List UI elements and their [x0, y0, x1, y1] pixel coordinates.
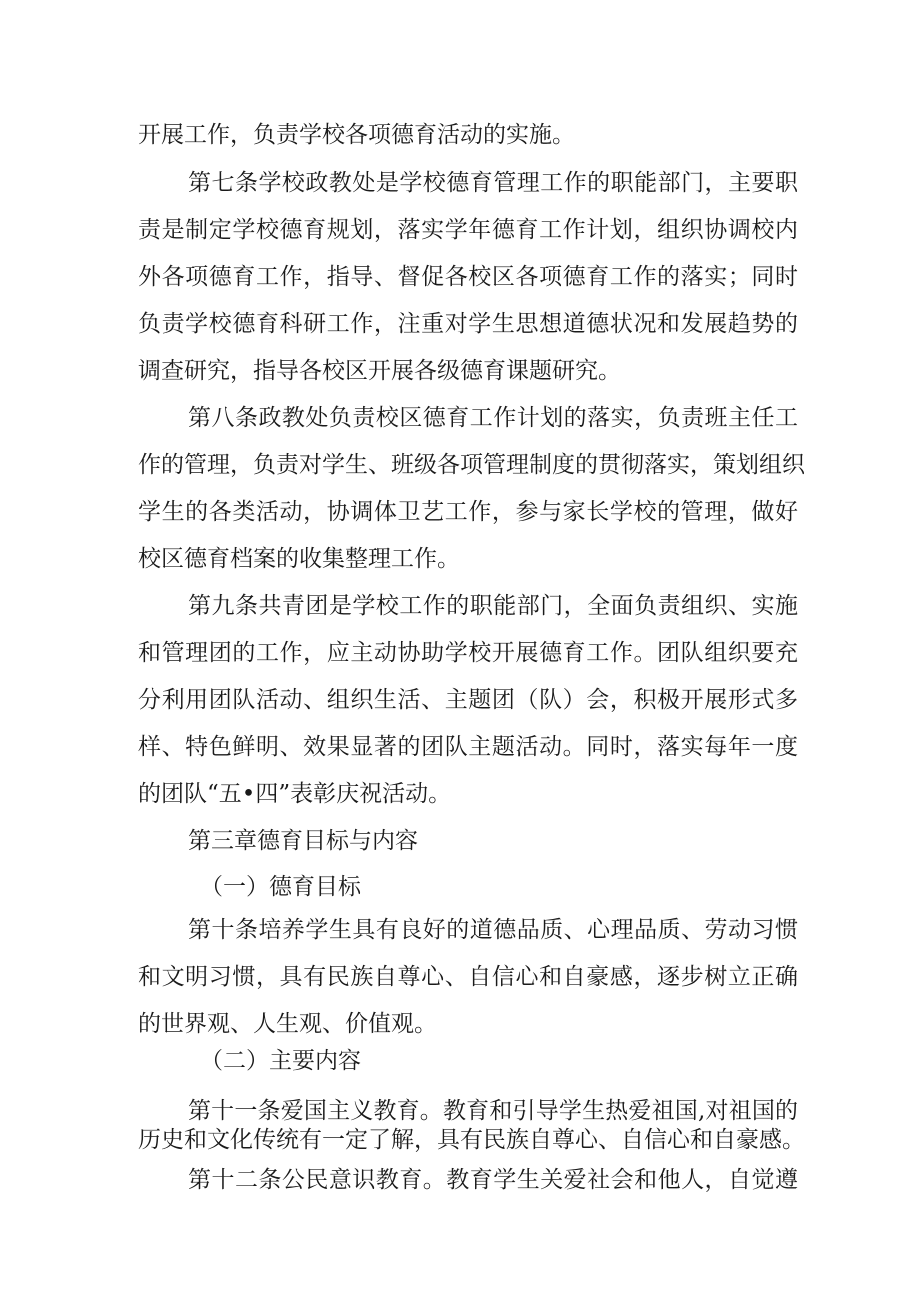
article-7-line-3: 外各项德育工作，指导、督促各校区各项德育工作的落实；同时 — [138, 264, 798, 290]
chapter-3-title: 第三章德育目标与内容 — [188, 828, 418, 854]
article-8-line-4: 校区德育档案的收集整理工作。 — [138, 546, 460, 572]
article-8-line-3: 学生的各类活动，协调体卫艺工作，参与家长学校的管理，做好 — [138, 499, 798, 525]
article-11-line-2: 历史和文化传统有一定了解，具有民族自尊心、自信心和自豪感。 — [138, 1127, 805, 1153]
section-2-heading: （二）主要内容 — [200, 1048, 361, 1074]
article-9-line-3: 分利用团队活动、组织生活、主题团（队）会，积极开展形式多 — [138, 687, 798, 713]
article-9-line-2: 和管理团的工作，应主动协助学校开展德育工作。团队组织要充 — [138, 640, 798, 666]
article-9-line-5: 的团队“五•四”表彰庆祝活动。 — [138, 781, 452, 807]
article-10-line-2: 和文明习惯，具有民族自尊心、自信心和自豪感，逐步树立正确 — [138, 964, 798, 990]
article-11-line-1: 第十一条爱国主义教育。教育和引导学生热爱祖国,对祖国的 — [188, 1098, 798, 1124]
article-10-line-1: 第十条培养学生具有良好的道德品质、心理品质、劳动习惯 — [188, 917, 798, 943]
article-12-line-1: 第十二条公民意识教育。教育学生关爱社会和他人，自觉遵 — [188, 1167, 798, 1193]
article-9-line-4: 样、特色鲜明、效果显著的团队主题活动。同时，落实每年一度 — [138, 734, 798, 760]
article-7-line-2: 责是制定学校德育规划，落实学年德育工作计划，组织协调校内 — [138, 217, 798, 243]
section-1-heading: （一）德育目标 — [200, 874, 361, 900]
article-7-line-5: 调查研究，指导各校区开展各级德育课题研究。 — [138, 358, 621, 384]
article-9-line-1: 第九条共青团是学校工作的职能部门，全面负责组织、实施 — [188, 593, 798, 619]
article-10-line-3: 的世界观、人生观、价值观。 — [138, 1011, 437, 1037]
article-7-line-4: 负责学校德育科研工作，注重对学生思想道德状况和发展趋势的 — [138, 311, 798, 337]
article-6-line-1: 开展工作，负责学校各项德育活动的实施。 — [138, 122, 575, 148]
article-8-line-2: 作的管理，负责对学生、班级各项管理制度的贯彻落实，策划组织 — [138, 452, 805, 478]
article-7-line-1: 第七条学校政教处是学校德育管理工作的职能部门，主要职 — [188, 170, 798, 196]
article-8-line-1: 第八条政教处负责校区德育工作计划的落实，负责班主任工 — [188, 405, 798, 431]
